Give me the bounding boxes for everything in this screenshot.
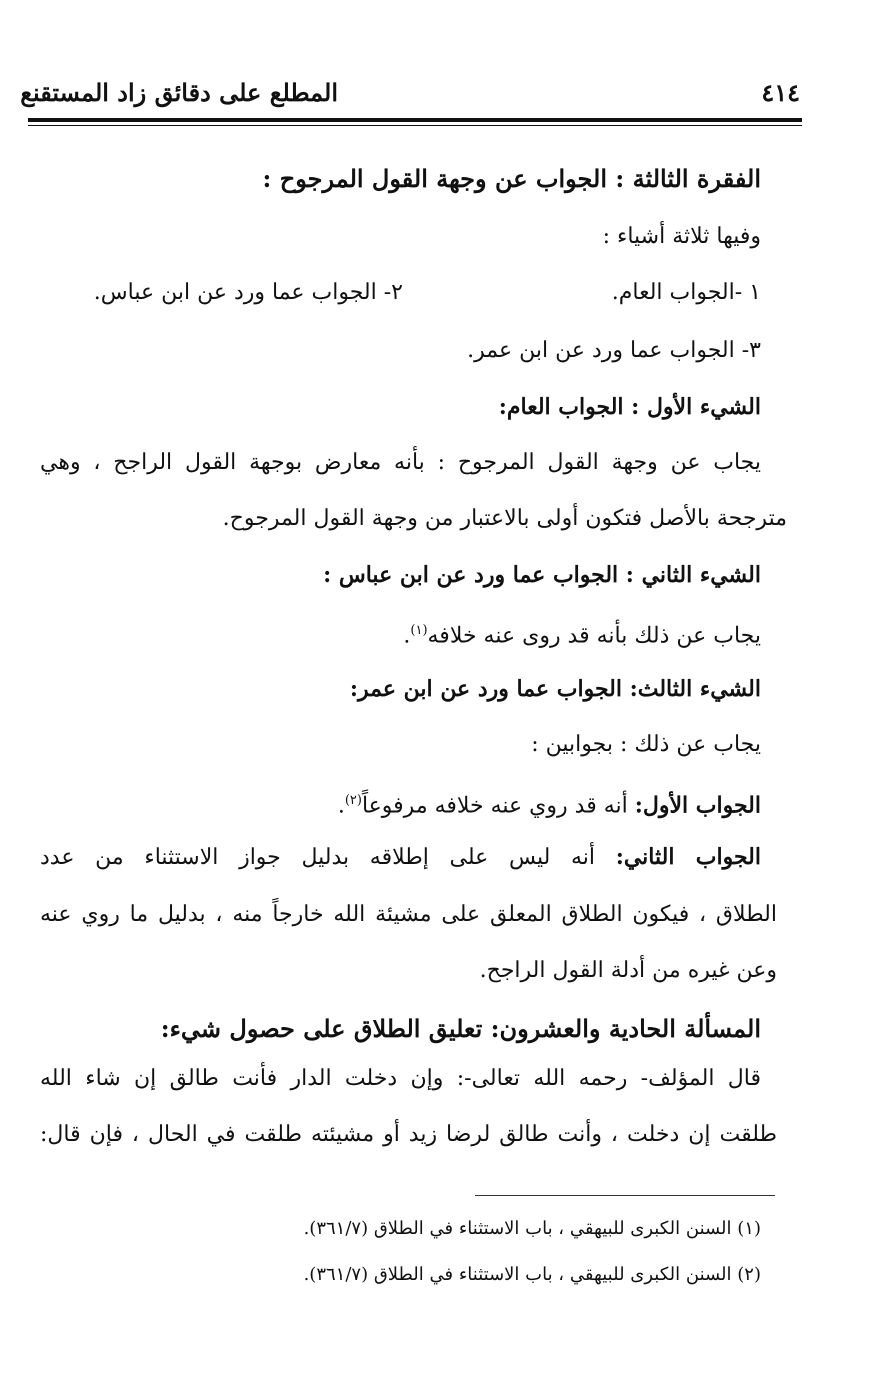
footnote-divider (475, 1195, 775, 1196)
answer-2-line-2: الطلاق ، فيكون الطلاق المعلق على مشيئة الله خارجاً منه ، بدليل ما روي عنه (40, 902, 777, 927)
third-paragraph: يجاب عن ذلك : بجوابين : (531, 732, 761, 757)
quote-line-2: طلقت إن دخلت ، وأنت طالق لرضا زيد أو مشيئته طلقت في الحال ، فإن قال: (40, 1122, 777, 1147)
answer-1 (338, 786, 761, 821)
header-rule-thin (28, 125, 802, 126)
list-item-3: ٣- الجواب عما ورد عن ابن عمر. (467, 338, 761, 363)
second-paragraph (403, 616, 761, 651)
footnote-ref-2: (٢) (344, 793, 362, 808)
second-heading: الشيء الثاني : الجواب عما ورد عن ابن عباس : (323, 562, 761, 588)
first-heading: الشيء الأول : الجواب العام: (498, 394, 761, 420)
second-paragraph-text: يجاب عن ذلك بأنه قد روى عنه خلافه (427, 623, 761, 649)
list-item-1: ١ -الجواب العام. (611, 280, 761, 305)
answer-1-text: أنه قد روي عنه خلافه مرفوعاً (361, 793, 635, 819)
intro-line: وفيها ثلاثة أشياء : (602, 224, 761, 249)
first-paragraph-line-1: يجاب عن وجهة القول المرجوح : بأنه معارض بوجهة القول الراجح ، وهي (40, 450, 761, 475)
answer-1-label: الجواب الأول: (634, 792, 761, 819)
quote-line-1: قال المؤلف- رحمه الله تعالى-: وإن دخلت الدار فأنت طالق إن شاء الله (40, 1066, 761, 1091)
footnote-2: (٢) السنن الكبرى للبيهقي ، باب الاستثناء في الطلاق (٣٦١/٧). (303, 1264, 761, 1285)
book-title: المطلع على دقائق زاد المستقنع (20, 78, 338, 107)
footnote-ref-1: (١) (410, 623, 428, 638)
first-paragraph-line-2: مترجحة بالأصل فتكون أولى بالاعتبار من وجهة القول المرجوح. (222, 506, 787, 531)
footnote-1: (١) السنن الكبرى للبيهقي ، باب الاستثناء في الطلاق (٣٦١/٧). (303, 1218, 761, 1239)
page-header (20, 78, 800, 112)
issue-heading: المسألة الحادية والعشرون: تعليق الطلاق على حصول شيء: (160, 1014, 761, 1043)
answer-2-label: الجواب الثاني: (615, 844, 761, 870)
third-heading: الشيء الثالث: الجواب عما ورد عن ابن عمر: (349, 676, 761, 702)
section-heading: الفقرة الثالثة : الجواب عن وجهة القول المرجوح : (262, 164, 761, 193)
list-item-2: ٢- الجواب عما ورد عن ابن عباس. (93, 280, 403, 305)
page-number: ٤١٤ (761, 78, 800, 107)
answer-2-line-1 (40, 842, 761, 873)
answer-1-end: . (337, 793, 345, 819)
answer-2-text: أنه ليس على إطلاقه بدليل جواز الاستثناء من عدد (40, 845, 616, 870)
header-rule-thick (28, 118, 802, 122)
answer-2-line-3: وعن غيره من أدلة القول الراجح. (479, 958, 777, 983)
second-paragraph-end: . (403, 623, 411, 649)
